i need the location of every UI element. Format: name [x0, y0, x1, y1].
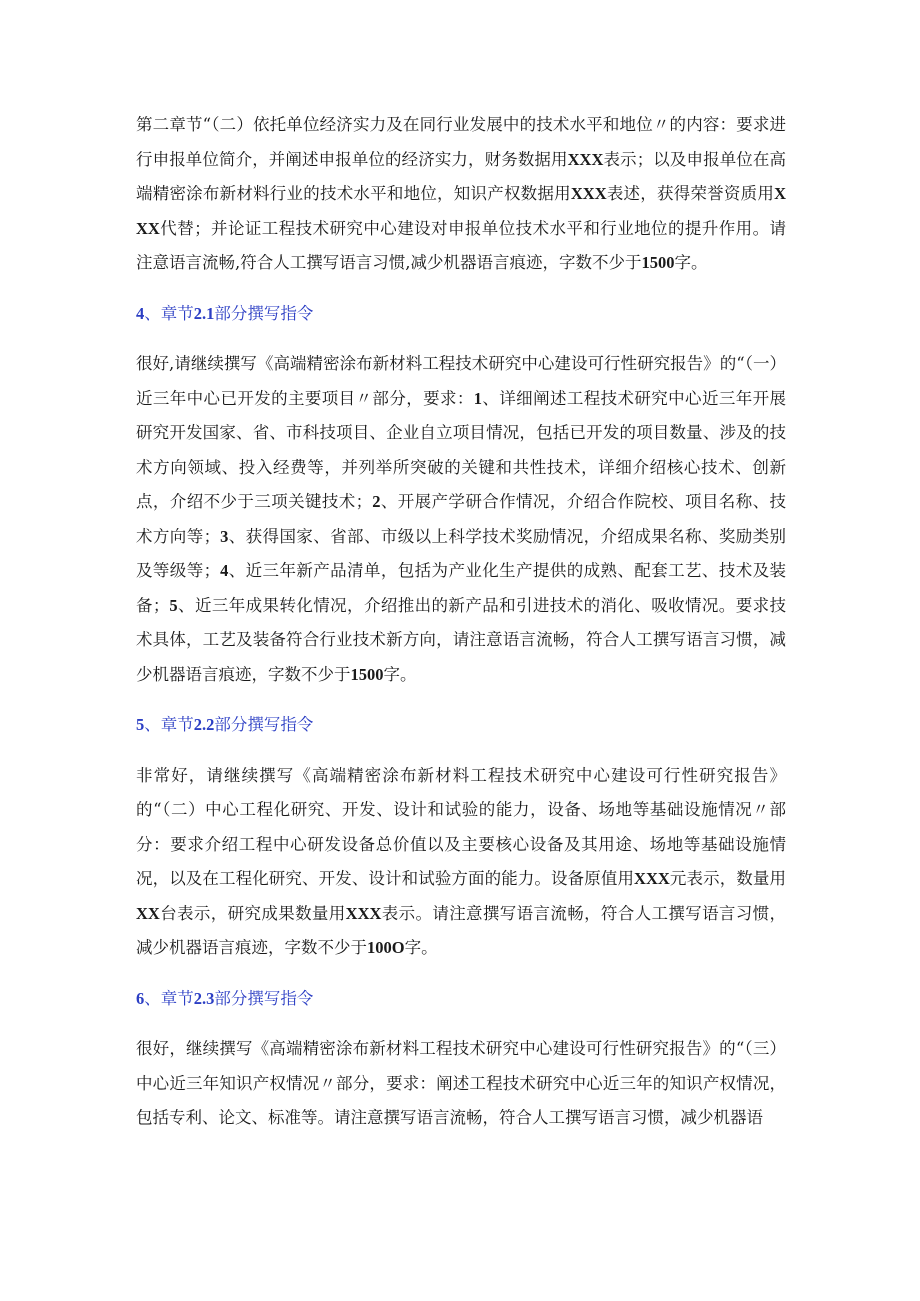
spacer: [136, 743, 786, 759]
spacer: [136, 966, 786, 982]
spacer: [136, 692, 786, 708]
spacer: [136, 1016, 786, 1032]
paragraph-section-2-2-instructions: 非常好，请继续撰写《高端精密涂布新材料工程技术研究中心建设可行性研究报告》的“（二）中心工程化研究、开发、设计和试验的能力，设备、场地等基础设施情况〃部分：要求介绍工程中心研发设备总价值以及主要核心设备及其用途、场地等基础设施情况，以及在工程化研究、开发、设计和试验方面的能力。设备原值用XXX元表示，数量用XX台表示，研究成果数量用XXX表示。请注意撰写语言流畅，符合人工撰写语言习惯，减少机器语言痕迹，字数不少于100O字。: [136, 765, 787, 957]
paragraph-chapter2-section2: 第二章节“（二）依托单位经济实力及在同行业发展中的技术水平和地位〃的内容：要求进行申报单位简介，并阐述申报单位的经济实力，财务数据用XXX表示；以及申报单位在高端精密涂布新材料行业的技术水平和地位，知识产权数据用XXX表述，获得荣誉资质用XXX代替；并论证工程技术研究中心建设对申报单位技术水平和行业地位的提升作用。请注意语言流畅,符合人工撰写语言习惯,减少机器语言痕迹，字数不少于1500字。: [136, 115, 787, 272]
spacer: [136, 331, 786, 347]
spacer: [136, 281, 786, 297]
heading-section-2-3: 6、章节2.3部分撰写指令: [136, 988, 314, 1008]
paragraph-section-2-1-instructions: 很好,请继续撰写《高端精密涂布新材料工程技术研究中心建设可行性研究报告》的“（一）近三年中心已开发的主要项目〃部分，要求：1、详细阐述工程技术研究中心近三年开展研究开发国家、省、市科技项目、企业自立项目情况，包括已开发的项目数量、涉及的技术方向领域、投入经费等，并列举所突破的关键和共性技术，详细介绍核心技术、创新点，介绍不少于三项关键技术；2、开展产学研合作情况，介绍合作院校、项目名称、技术方向等；3、获得国家、省部、市级以上科学技术奖励情况，介绍成果名称、奖励类别及等级等；4、近三年新产品清单，包括为产业化生产提供的成熟、配套工艺、技术及装备；5、近三年成果转化情况，介绍推出的新产品和引进技术的消化、吸收情况。要求技术具体，工艺及装备符合行业技术新方向，请注意语言流畅，符合人工撰写语言习惯，减少机器语言痕迹，字数不少于1500字。: [136, 354, 787, 684]
heading-section-2-1: 4、章节2.1部分撰写指令: [136, 303, 314, 323]
document-body: [136, 108, 786, 1136]
paragraph-section-2-3-instructions: 很好，继续撰写《高端精密涂布新材料工程技术研究中心建设可行性研究报告》的“（三）中心近三年知识产权情况〃部分，要求：阐述工程技术研究中心近三年的知识产权情况，包括专利、论文、标准等。请注意撰写语言流畅，符合人工撰写语言习惯，减少机器语: [136, 1039, 786, 1127]
heading-section-2-2: 5、章节2.2部分撰写指令: [136, 715, 314, 734]
